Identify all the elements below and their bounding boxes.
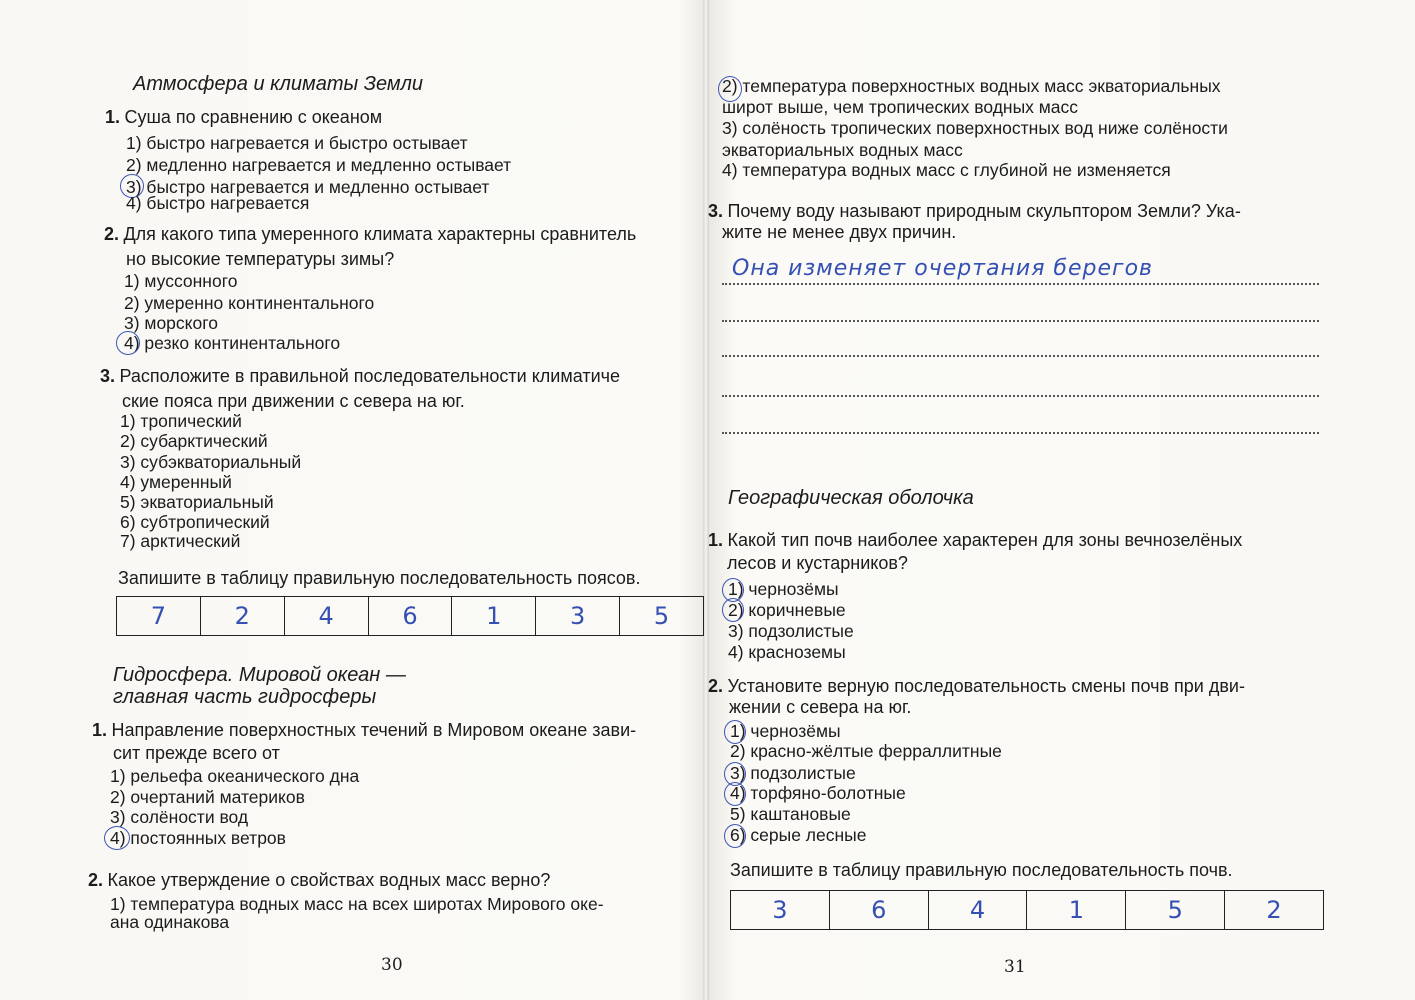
page-number: 30 [381, 955, 403, 975]
answer-table-belts [116, 596, 704, 636]
question-number: 3. [100, 366, 116, 386]
option: 4) красноземы [728, 642, 846, 662]
right-page [708, 0, 1415, 1000]
option: 3) подзолистые [730, 763, 856, 783]
answer-line[interactable] [722, 320, 1319, 322]
option: 2) красно-жёлтые ферраллитные [730, 741, 1002, 761]
option: 2) температура поверхностных водных масс экваториальных [722, 76, 1221, 96]
option: 2) субарктический [120, 431, 268, 451]
option: 1) муссонного [124, 271, 238, 291]
option-cont: экваториальных водных масс [722, 140, 963, 160]
question-number: 1. [708, 530, 724, 550]
option-cont: широт выше, чем тропических водных масс [722, 97, 1079, 117]
question-text-cont: лесов и кустарников? [727, 553, 908, 573]
left-page [0, 0, 705, 1000]
answer-circle-mark [116, 331, 140, 355]
option: 2) коричневые [728, 600, 846, 620]
option: 4) умеренный [120, 472, 232, 492]
question-text: Установите верную последовательность смены почв при дви- [727, 676, 1245, 696]
option: 4) быстро нагревается [126, 193, 310, 213]
option: 1) температура водных масс на всех широтах Мирового оке- [110, 894, 604, 914]
question-3 [100, 366, 620, 387]
question-text-cont: жении с севера на юг. [729, 697, 912, 717]
option: 2) умеренно континентального [124, 293, 375, 313]
option: 7) арктический [120, 531, 241, 551]
answer-circle-mark [722, 598, 744, 622]
hydro-question-3 [708, 201, 1241, 222]
question-number: 2. [708, 676, 724, 696]
answer-cell[interactable]: 4 [928, 891, 1027, 930]
answer-cell[interactable]: 2 [200, 597, 284, 636]
answer-cell[interactable]: 7 [117, 597, 201, 636]
option: 3) солёность тропических поверхностных вод ниже солёности [722, 118, 1228, 138]
question-text: Почему воду называют природным скульптором Земли? Ука- [727, 201, 1241, 221]
question-text: Направление поверхностных течений в Мировом океане зави- [111, 720, 637, 740]
option: 5) каштановые [730, 804, 851, 824]
option: 4) резко континентального [124, 333, 341, 353]
geo-question-2 [708, 676, 1245, 697]
option: 3) подзолистые [728, 621, 854, 641]
option: 3) солёности вод [110, 807, 249, 827]
option: 6) субтропический [120, 512, 270, 532]
question-number: 2. [88, 870, 104, 890]
question-text: Какой тип почв наиболее характерен для зоны вечнозелёных [727, 530, 1243, 550]
table-prompt: Запишите в таблицу правильную последовательность поясов. [118, 568, 641, 588]
page-number: 31 [1004, 957, 1026, 977]
answer-table-soils [730, 890, 1324, 930]
question-text: Суша по сравнению с океаном [124, 107, 383, 127]
answer-cell[interactable]: 5 [1126, 891, 1225, 930]
question-number: 1. [92, 720, 108, 740]
hydro-question-2 [88, 870, 550, 891]
table-prompt: Запишите в таблицу правильную последовательность почв. [730, 860, 1233, 880]
option: 4) торфяно-болотные [730, 783, 906, 803]
section-title-atmosphere: Атмосфера и климаты Земли [133, 73, 424, 95]
geo-question-1 [708, 530, 1242, 551]
answer-cell[interactable]: 2 [1225, 891, 1324, 930]
answer-line[interactable] [722, 355, 1319, 357]
question-number: 3. [708, 201, 724, 221]
option: 2) очертаний материков [110, 787, 305, 807]
option: 1) тропический [120, 411, 242, 431]
option-cont: ана одинакова [110, 912, 230, 932]
option: 1) рельефа океанического дна [110, 766, 360, 786]
option: 4) постоянных ветров [110, 828, 286, 848]
section-title-hydrosphere: Гидросфера. Мировой океан — [113, 664, 406, 686]
option: 6) серые лесные [730, 825, 867, 845]
answer-cell[interactable]: 3 [536, 597, 620, 636]
question-text-cont: но высокие температуры зимы? [126, 249, 395, 269]
question-text: Для какого типа умеренного климата характерны сравнитель [123, 224, 637, 244]
question-1 [105, 107, 382, 128]
option: 3) морского [124, 313, 218, 333]
question-number: 1. [105, 107, 121, 127]
answer-cell[interactable]: 5 [620, 597, 704, 636]
option: 5) экваториальный [120, 492, 274, 512]
question-text-cont: сит прежде всего от [113, 743, 280, 763]
answer-cell[interactable]: 1 [1027, 891, 1126, 930]
handwritten-answer: Она изменяет очертания берегов [732, 256, 1154, 281]
question-text: Какое утверждение о свойствах водных масс верно? [107, 870, 551, 890]
answer-cell[interactable]: 6 [829, 891, 928, 930]
answer-cell[interactable]: 1 [452, 597, 536, 636]
question-text: Расположите в правильной последовательности климатиче [119, 366, 621, 386]
question-number: 2. [104, 224, 120, 244]
answer-line[interactable] [722, 283, 1319, 285]
option: 3) быстро нагревается и медленно остывает [126, 177, 490, 197]
question-2 [104, 224, 636, 245]
question-text-cont: жите не менее двух причин. [722, 222, 957, 242]
option: 1) чернозёмы [728, 579, 839, 599]
hydro-question-1 [92, 720, 636, 741]
option: 3) субэкваториальный [120, 452, 302, 472]
answer-line[interactable] [722, 432, 1319, 434]
question-text-cont: ские пояса при движении с севера на юг. [122, 391, 465, 411]
option: 1) быстро нагревается и быстро остывает [126, 133, 468, 153]
option: 4) температура водных масс с глубиной не изменяется [722, 160, 1171, 180]
answer-line[interactable] [722, 395, 1319, 397]
section-title-geo-envelope: Географическая оболочка [728, 487, 974, 509]
section-title-hydrosphere-cont: главная часть гидросферы [113, 686, 377, 708]
answer-cell[interactable]: 3 [731, 891, 830, 930]
answer-circle-mark [724, 824, 746, 848]
option: 2) медленно нагревается и медленно остывает [126, 155, 512, 175]
answer-cell[interactable]: 6 [368, 597, 452, 636]
answer-cell[interactable]: 4 [284, 597, 368, 636]
option: 1) чернозёмы [730, 721, 841, 741]
answer-circle-mark [724, 782, 746, 806]
answer-circle-mark [104, 826, 130, 850]
